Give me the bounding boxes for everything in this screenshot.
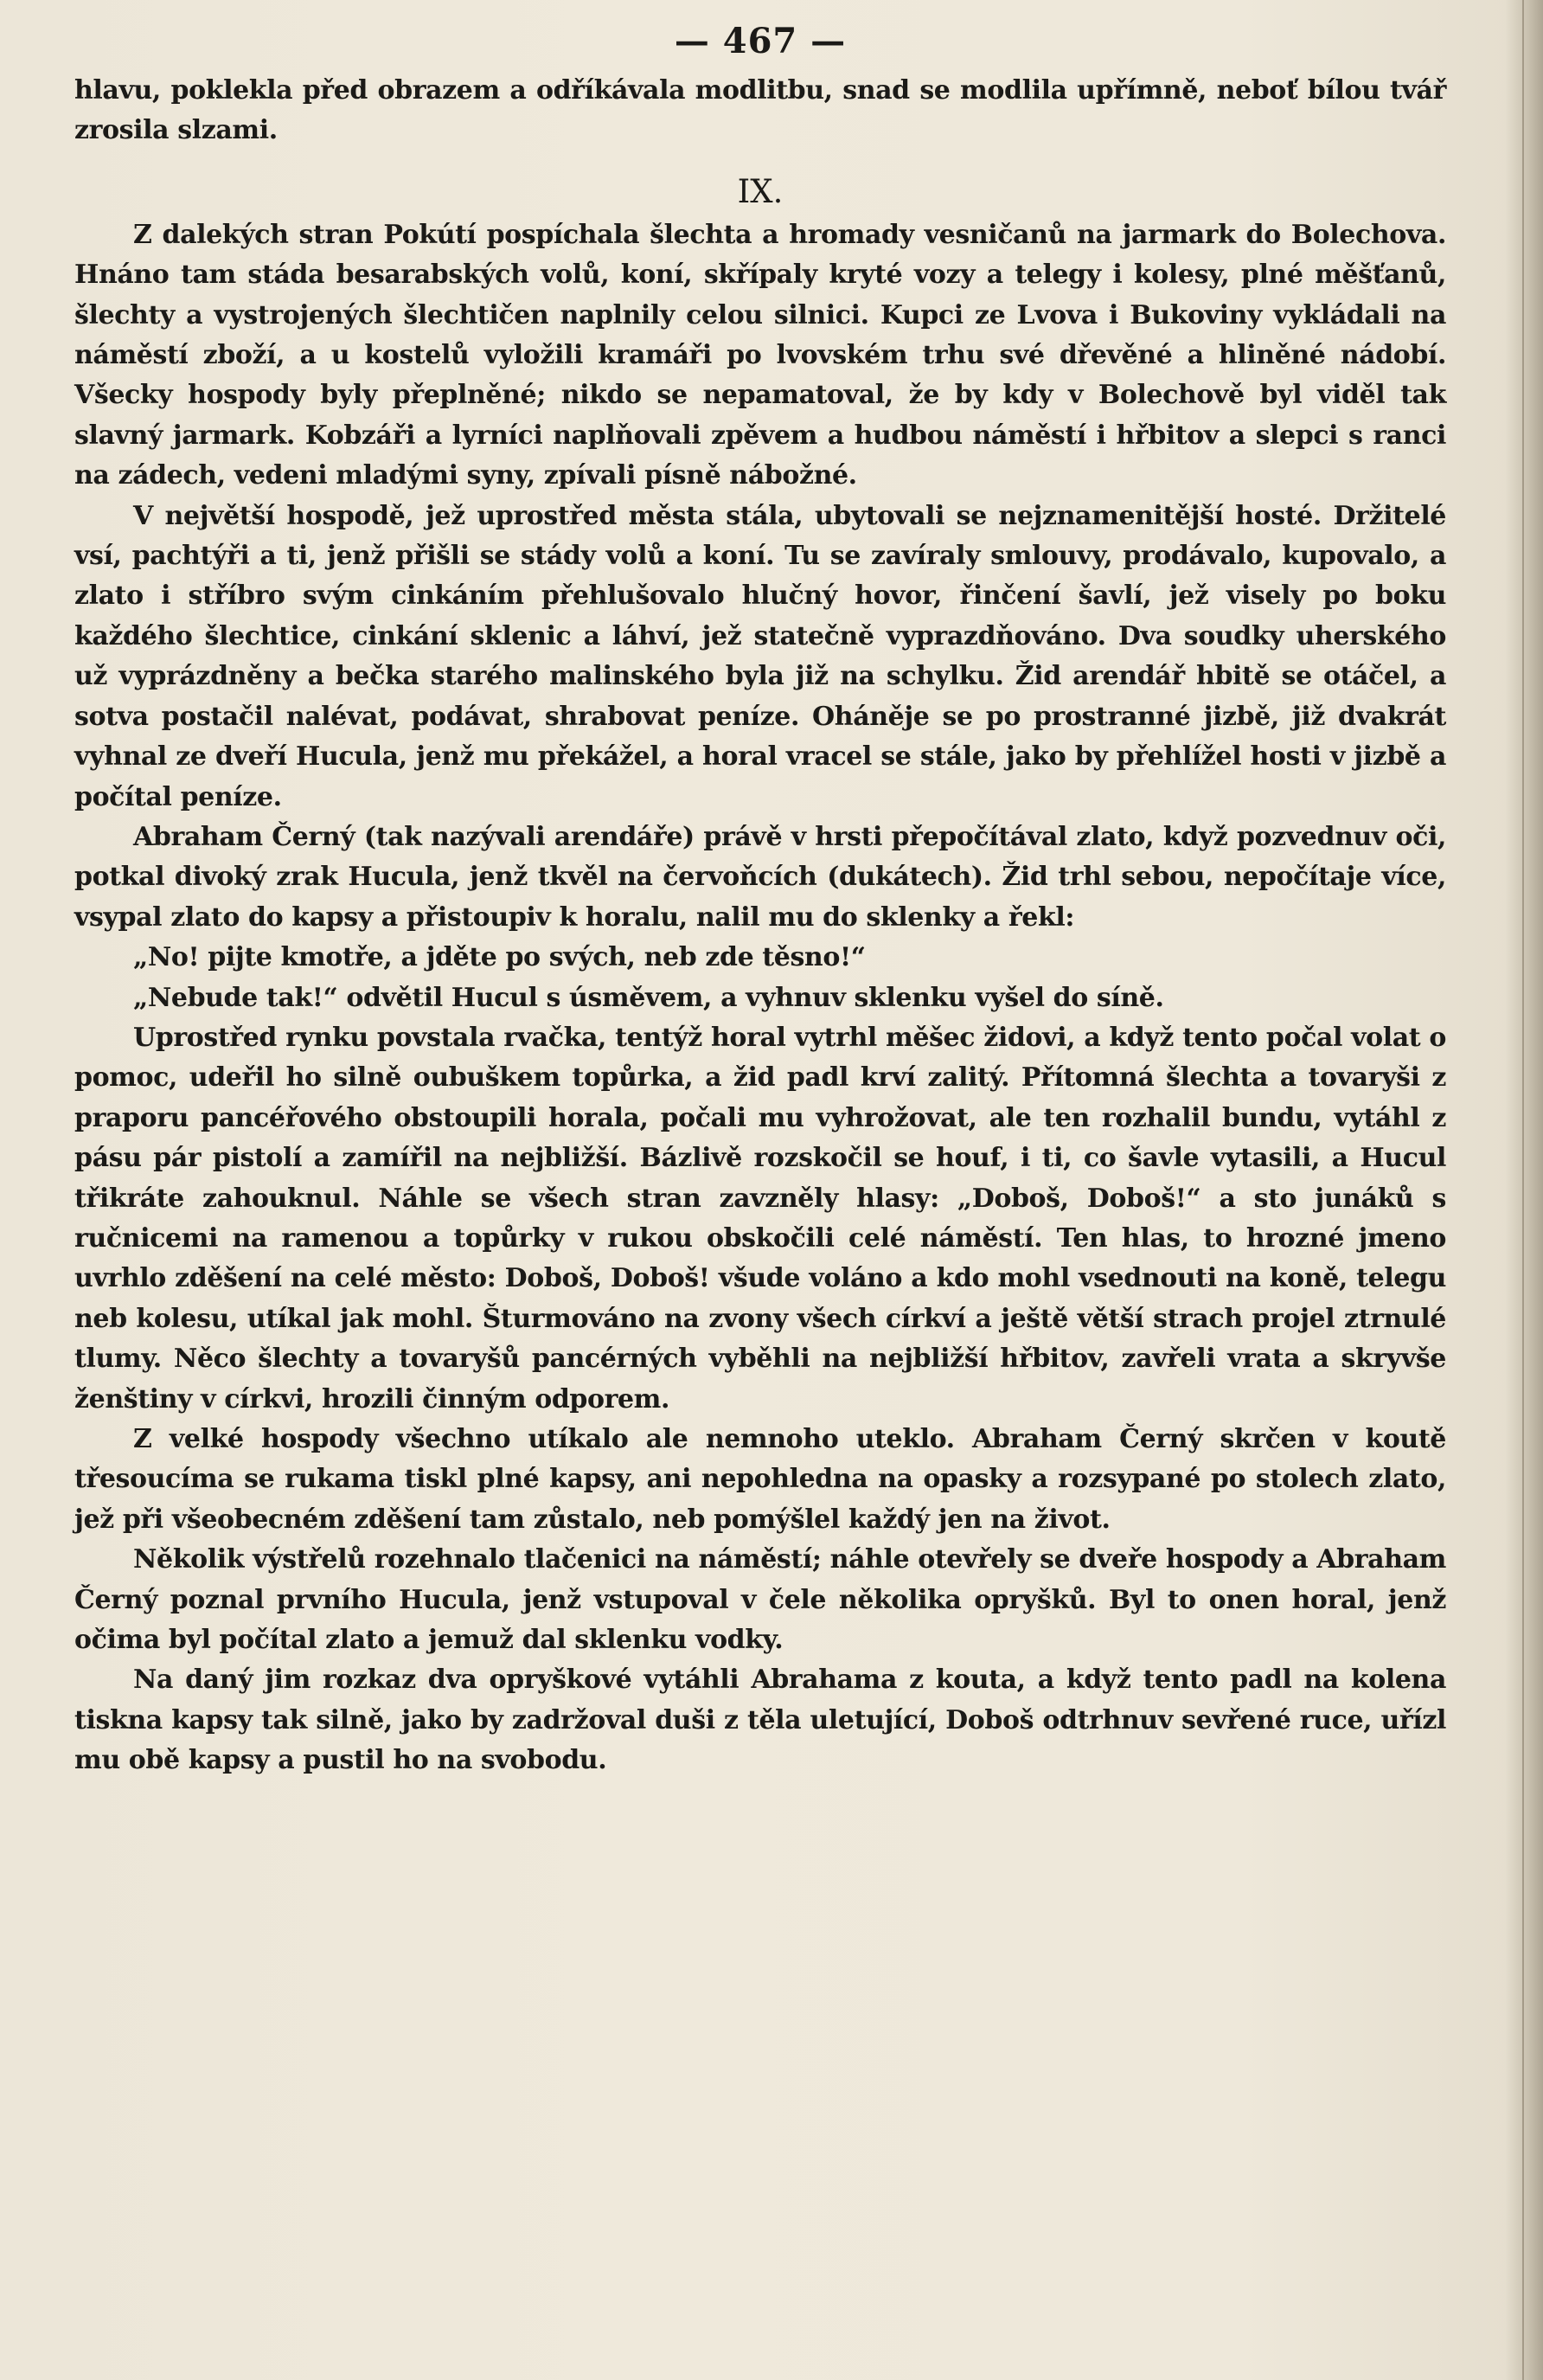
paragraph-vystrely: Několik výstřelů rozehnalo tlačenici na náměstí; náhle otevřely se dveře hospody a Abraham Černý poznal prvního Hucula, jenž vstupoval v čele několika opryšků. Byl to onen horal, jenž očima byl počítal zlato a jemuž dal sklenku vodky. (74, 1544, 1446, 1656)
paragraph-rozkaz: Na daný jim rozkaz dva opryškové vytáhli Abrahama z kouta, a když tento padl na kolena tiskna kapsy tak silně, jako by zadržoval duši z těla uletující, Doboš odtrhnuv sevřené ruce, uřízl mu obě kapsy a pustil ho na svobodu. (74, 1665, 1446, 1776)
paragraph-dialogue-2: „Nebude tak!“ odvětil Hucul s úsměvem, a vyhnuv sklenku vyšel do síně. (133, 982, 1164, 1013)
paragraph-dialogue-1: „No! pijte kmotře, a jděte po svých, neb zde těsno!“ (133, 942, 866, 973)
binding-shadow (1505, 0, 1543, 2380)
paragraph-continued: hlavu, poklekla před obrazem a odříkávala modlitbu, snad se modlila upřímně, neboť bílou tvář zrosila slzami. (74, 75, 1446, 146)
page-text-block (74, 16, 1446, 1781)
page-number: — 467 — (674, 21, 847, 61)
paragraph-hospoda: V největší hospodě, jež uprostřed města stála, ubytovali se nejznamenitější hosté. Držitelé vsí, pachtýři a ti, jenž přišli se stády volů a koní. Tu se zavíraly smlouvy, prodávalo, kupovalo, a zlato i stříbro svým cinkáním přehlušovalo hlučný hovor, řinčení šavlí, jež visely po boku každého šlechtice, cinkání sklenic a láhví, jež statečně vyprazdňováno. Dva soudky uherského už vyprázdněny a bečka starého malinského byla již na schylku. Žid arendář hbitě se otáčel, a sotva postačil nalévat, podávat, shrabovat peníze. Oháněje se po prostranné jizbě, již dvakrát vyhnal ze dveří Hucula, jenž mu překážel, a horal vracel se stále, jako by přehlížel hosti v jizbě a počítal peníze. (74, 500, 1446, 812)
chapter-heading: IX. (737, 172, 784, 210)
paragraph-jarmark: Z dalekých stran Pokútí pospíchala šlechta a hromady vesničanů na jarmark do Bolechova. Hnáno tam stáda besarabských volů, koní, skřípaly kryté vozy a telegy i kolesy, plné měšťanů, šlechty a vystrojených šlechtičen naplnily celou silnici. Kupci ze Lvova i Bukoviny vykládali na náměstí zboží, a u kostelů vyložili kramáři po lvovském trhu své dřevěné a hliněné nádobí. Všecky hospody byly přeplněné; nikdo se nepamatoval, že by kdy v Bolechově byl viděl tak slavný jarmark. Kobzáři a lyrníci naplňovali zpěvem a hudbou náměstí i hřbitov a slepci s ranci na zádech, vedeni mladými syny, zpívali písně nábožné. (74, 219, 1446, 491)
binding-edge (1522, 0, 1524, 2380)
paragraph-utek: Z velké hospody všechno utíkalo ale nemnoho uteklo. Abraham Černý skrčen v koutě třesoucíma se rukama tiskl plné kapsy, ani nepohledna na opasky a rozsypané po stolech zlato, jež při všeobecném zděšení tam zůstalo, neb pomýšlel každý jen na život. (74, 1424, 1446, 1535)
paragraph-abraham: Abraham Černý (tak nazývali arendáře) právě v hrsti přepočítával zlato, když pozvednuv oči, potkal divoký zrak Hucula, jenž tkvěl na červoňcích (dukátech). Žid trhl sebou, nepočítaje více, vsypal zlato do kapsy a přistoupiv k horalu, nalil mu do sklenky a řekl: (74, 821, 1446, 933)
paragraph-rvacka: Uprostřed rynku povstala rvačka, tentýž horal vytrhl měšec židovi, a když tento počal volat o pomoc, udeřil ho silně oubuškem topůrka, a žid padl krví zalitý. Přítomná šlechta a tovaryši z praporu pancéřového obstoupili horala, počali mu vyhrožovat, ale ten rozhalil bundu, vytáhl z pásu pár pistolí a zamířil na nejbližší. Bázlivě rozskočil se houf, i ti, co šavle vytasili, a Hucul třikráte zahouknul. Náhle se všech stran zavzněly hlasy: „Doboš, Doboš!“ a sto junáků s ručnicemi na ramenou a topůrky v rukou obskočili celé náměstí. Ten hlas, to hrozné jmeno uvrhlo zděšení na celé město: Doboš, Doboš! všude voláno a kdo mohl vsednouti na koně, telegu neb kolesu, utíkal jak mohl. Šturmováno na zvony všech církví a ještě větší strach projel ztrnulé tlumy. Něco šlechty a tovaryšů pancérných vyběhli na nejbližší hřbitov, zavřeli vrata a skryvše ženštiny v církvi, hrozili činným odporem. (74, 1022, 1446, 1415)
